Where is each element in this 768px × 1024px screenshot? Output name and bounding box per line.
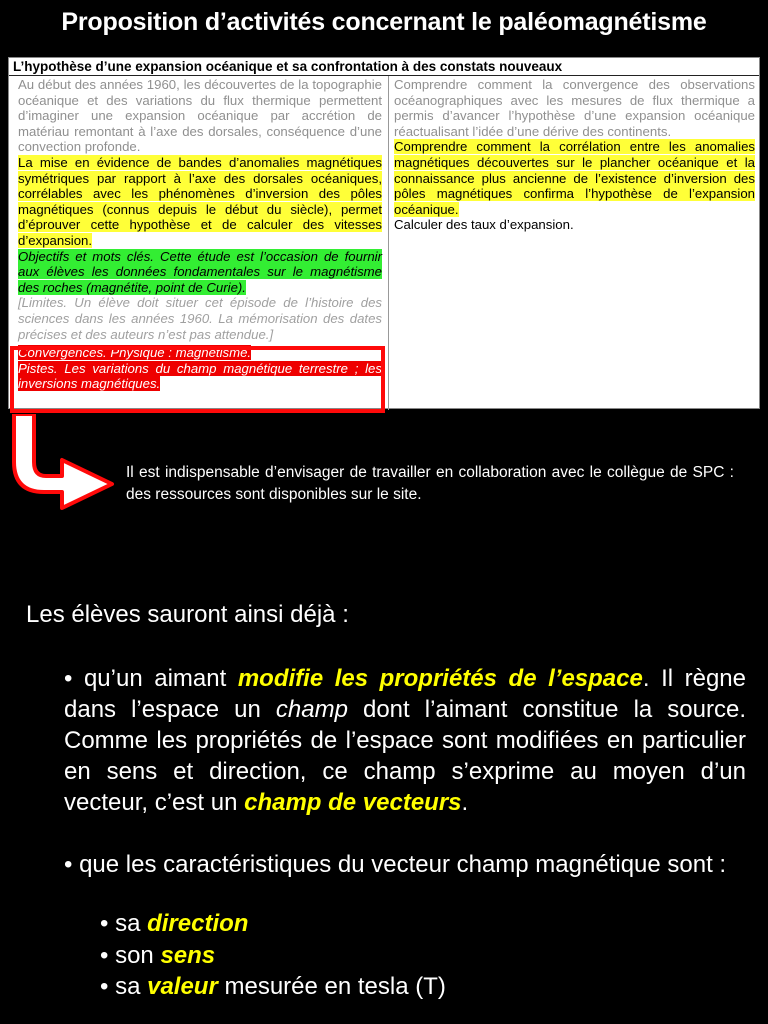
list-item: • sa valeur mesurée en tesla (T) bbox=[100, 973, 446, 1000]
paragraph-characteristics: • que les caractéristiques du vecteur champ magnétique sont : bbox=[64, 851, 727, 878]
right-plain-text: Calculer des taux d’expansion. bbox=[394, 217, 574, 233]
pistes-text: Pistes. Les variations du champ magnétique terrestre ; les inversions magnétiques. bbox=[18, 360, 382, 392]
table-header: L’hypothèse d’une expansion océanique et sa confrontation à des constats nouveaux bbox=[9, 58, 759, 76]
left-column bbox=[9, 76, 389, 410]
program-excerpt-table bbox=[8, 57, 760, 409]
left-intro-text: Au début des années 1960, les découvertes de la topographie océanique et des variations du flux thermique permettent d’imaginer une expansion océanique par accrétion de matériau remontant à l’axe des dorsales, conséquence d’une convection profonde. bbox=[18, 77, 382, 155]
right-column bbox=[389, 76, 759, 410]
right-intro-text: Comprendre comment la convergence des observations océanographiques avec les mesures de flux thermique a permis d’avancer l’hypothèse d’une expansion océanique réactualisant l’idée d’une dérive des continents. bbox=[394, 77, 755, 139]
left-highlighted-text: La mise en évidence de bandes d’anomalies magnétiques symétriques par rapport à l’axe des dorsales océaniques, corrélables avec les phénomènes d’inversion des pôles magnétiques (connus depuis le début du siècle), permet d’éprouver cette hypothèse et de calculer des vitesses d’expansion. bbox=[18, 154, 382, 248]
list-item: • sa direction bbox=[100, 910, 249, 937]
curved-arrow-icon bbox=[8, 414, 123, 519]
page-title: Proposition d’activités concernant le paléomagnétisme bbox=[61, 8, 707, 36]
key-word-champ: champ bbox=[275, 696, 348, 723]
key-phrase-properties: modifie les propriétés de l’espace bbox=[237, 665, 643, 692]
objectives-text: Objectifs et mots clés. Cette étude est l’occasion de fournir aux élèves les données fondamentales sur le magnétisme des roches (magnétite, point de Curie). bbox=[18, 248, 382, 295]
collaboration-note: Il est indispensable d’envisager de travailler en collaboration avec le collègue de SPC : des ressources sont disponibles sur le site. bbox=[126, 464, 734, 503]
limits-text: [Limites. Un élève doit situer cet épisode de l’histoire des sciences dans les années 1960. La mémorisation des dates précises et des auteurs n’est pas attendue.] bbox=[18, 295, 382, 342]
characteristics-list bbox=[100, 908, 446, 1003]
right-highlighted-text: Comprendre comment la corrélation entre les anomalies magnétiques découvertes sur le plancher océanique et la connaissance plus ancienne de l’existence d’inversion des pôles magnétiques confirma l’hypothèse de l’expansion océanique. bbox=[394, 139, 755, 217]
explanation-text bbox=[64, 663, 746, 880]
convergences-text: Convergences. Physique : magnétisme. bbox=[18, 345, 252, 361]
list-item: • son sens bbox=[100, 941, 216, 969]
key-phrase-vector-field: champ de vecteurs bbox=[244, 789, 462, 816]
paragraph-aimant: • qu’un aimant modifie les propriétés de l’espace. Il règne dans l’espace un champ dont l’aimant constitue la source. Comme les propriétés de l’espace sont modifiées en particulier en sens et direction, ce champ s’exprime au moyen d’un vecteur, c’est un champ de vecteurs. bbox=[64, 665, 746, 816]
lead-text: Les élèves sauront ainsi déjà : bbox=[26, 601, 349, 628]
